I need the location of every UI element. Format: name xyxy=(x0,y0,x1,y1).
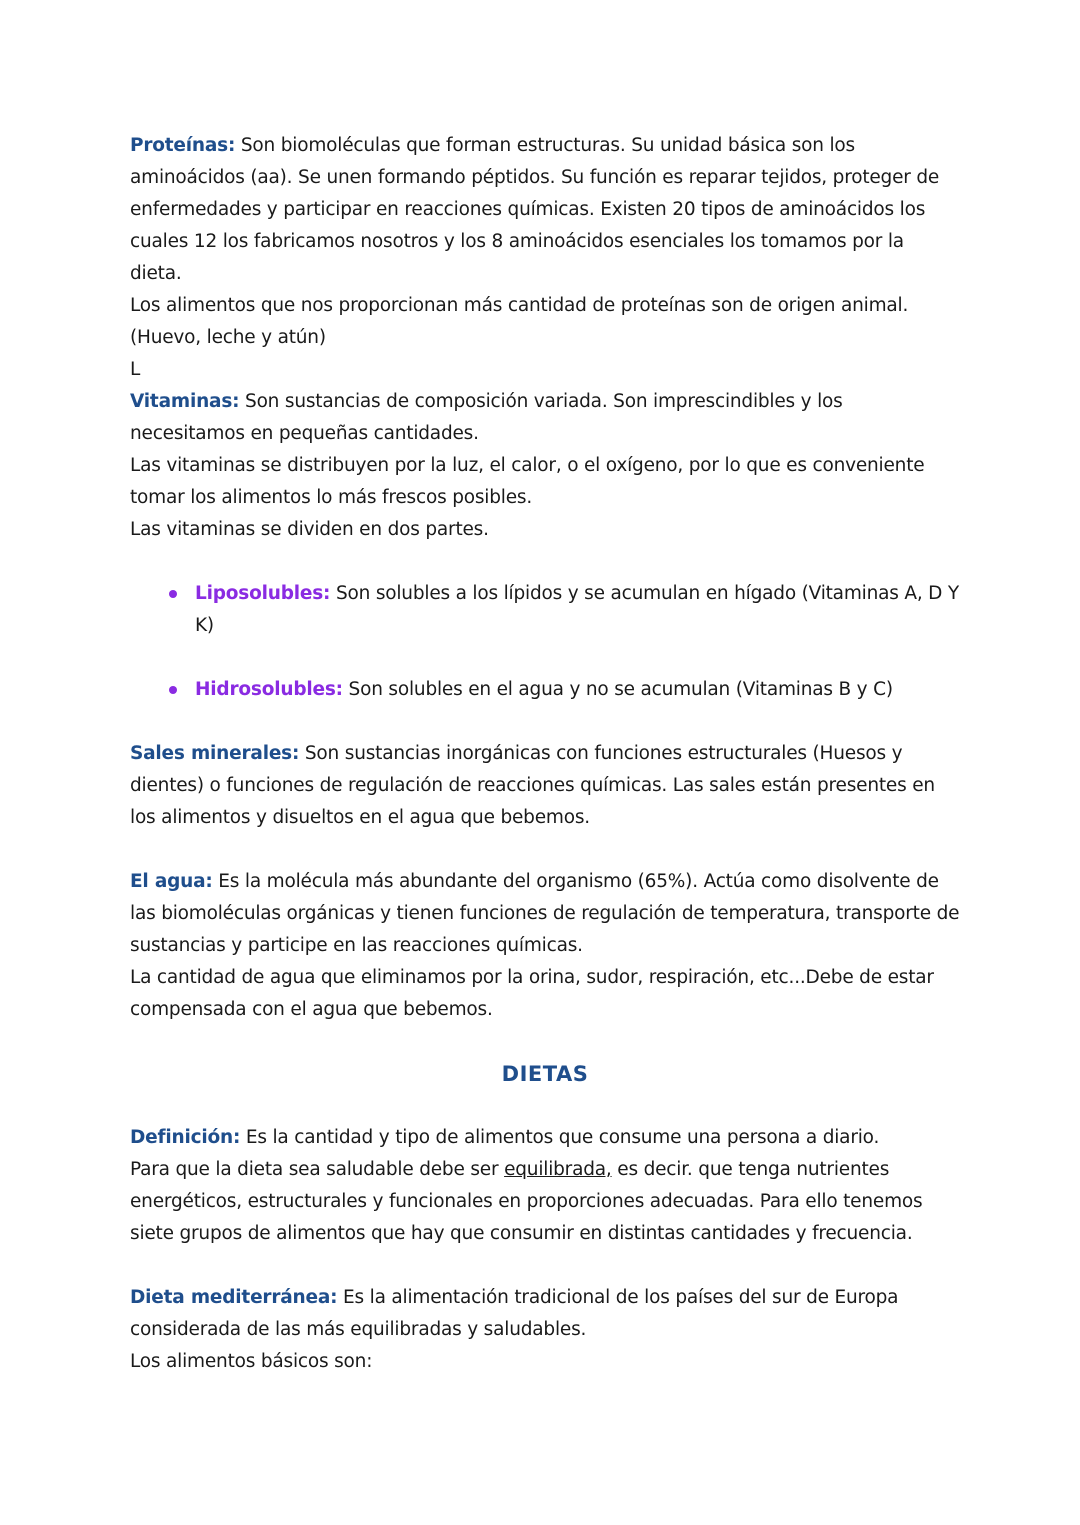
agua-paragraph xyxy=(130,866,960,962)
bullet-icon xyxy=(169,590,177,598)
sales-term: Sales minerales: xyxy=(130,743,300,764)
definicion-text: Es la cantidad y tipo de alimentos que consume una persona a diario. xyxy=(240,1127,880,1148)
list-item-liposolubles xyxy=(195,578,960,642)
liposolubles-term: Liposolubles: xyxy=(195,583,331,604)
list-item-hidrosolubles xyxy=(195,674,960,706)
agua-balance: La cantidad de agua que eliminamos por la orina, sudor, respiración, etc...Debe de estar compensada con el agua que bebemos. xyxy=(130,967,934,1020)
vitaminas-distribution: Las vitaminas se distribuyen por la luz, el calor, o el oxígeno, por lo que es conveniente tomar los alimentos lo más frescos posibles. xyxy=(130,455,925,508)
proteinas-paragraph xyxy=(130,130,960,290)
section-title-dietas: DIETAS xyxy=(501,1062,589,1086)
vitaminas-division: Las vitaminas se dividen en dos partes. xyxy=(130,519,489,540)
proteinas-term: Proteínas: xyxy=(130,135,236,156)
sales-text: Son sustancias inorgánicas con funciones estructurales (Huesos y dientes) o funciones de regulación de reacciones químicas. Las sales están presentes en los alimentos y disueltos en el agua que bebemos. xyxy=(130,743,935,828)
sales-paragraph xyxy=(130,738,960,834)
agua-text: Es la molécula más abundante del organismo (65%). Actúa como disolvente de las biomoléculas orgánicas y tienen funciones de regulación de temperatura, transporte de sustancias y participe en las reacciones químicas. xyxy=(130,871,960,956)
mediterranea-text: Es la alimentación tradicional de los países del sur de Europa considerada de las más equilibradas y saludables. xyxy=(130,1287,899,1340)
equilibrada-word: equilibrada, xyxy=(504,1159,612,1180)
proteinas-sources: Los alimentos que nos proporcionan más cantidad de proteínas son de origen animal. (Huevo, leche y atún) xyxy=(130,295,909,348)
saludable-paragraph xyxy=(130,1154,960,1250)
definicion-paragraph xyxy=(130,1122,960,1154)
mediterranea-term: Dieta mediterránea: xyxy=(130,1287,338,1308)
proteinas-text: Son biomoléculas que forman estructuras. Su unidad básica son los aminoácidos (aa). Se unen formando péptidos. Su función es reparar tejidos, proteger de enfermedades y participar en reacciones químicas. Existen 20 tipos de aminoácidos los cuales 12 los fabricamos nosotros y los 8 aminoácidos esenciales los tomamos por la dieta. xyxy=(130,135,940,284)
vitaminas-paragraph xyxy=(130,386,960,450)
vitaminas-text: Son sustancias de composición variada. Son imprescindibles y los necesitamos en pequeñas cantidades. xyxy=(130,391,843,444)
saludable-pre: Para que la dieta sea saludable debe ser xyxy=(130,1159,505,1180)
saludable-post: es decir. que tenga nutrientes energéticos, estructurales y funcionales en proporciones adecuadas. Para ello tenemos siete grupos de alimentos que hay que consumir en distintas cantidades y frecuencia. xyxy=(130,1159,923,1244)
liposolubles-text: Son solubles a los lípidos y se acumulan en hígado (Vitaminas A, D Y K) xyxy=(195,583,960,636)
agua-term: El agua: xyxy=(130,871,213,892)
definicion-term: Definición: xyxy=(130,1127,241,1148)
mediterranea-paragraph xyxy=(130,1282,960,1346)
bullet-icon xyxy=(169,686,177,694)
basicos-line: Los alimentos básicos son: xyxy=(130,1351,373,1372)
hidrosolubles-term: Hidrosolubles: xyxy=(195,679,343,700)
vitaminas-term: Vitaminas: xyxy=(130,391,240,412)
vitamin-types-list xyxy=(130,578,960,706)
hidrosolubles-text: Son solubles en el agua y no se acumulan (Vitaminas B y C) xyxy=(342,679,893,700)
stray-letter: L xyxy=(130,359,141,380)
document-body xyxy=(130,130,960,1378)
